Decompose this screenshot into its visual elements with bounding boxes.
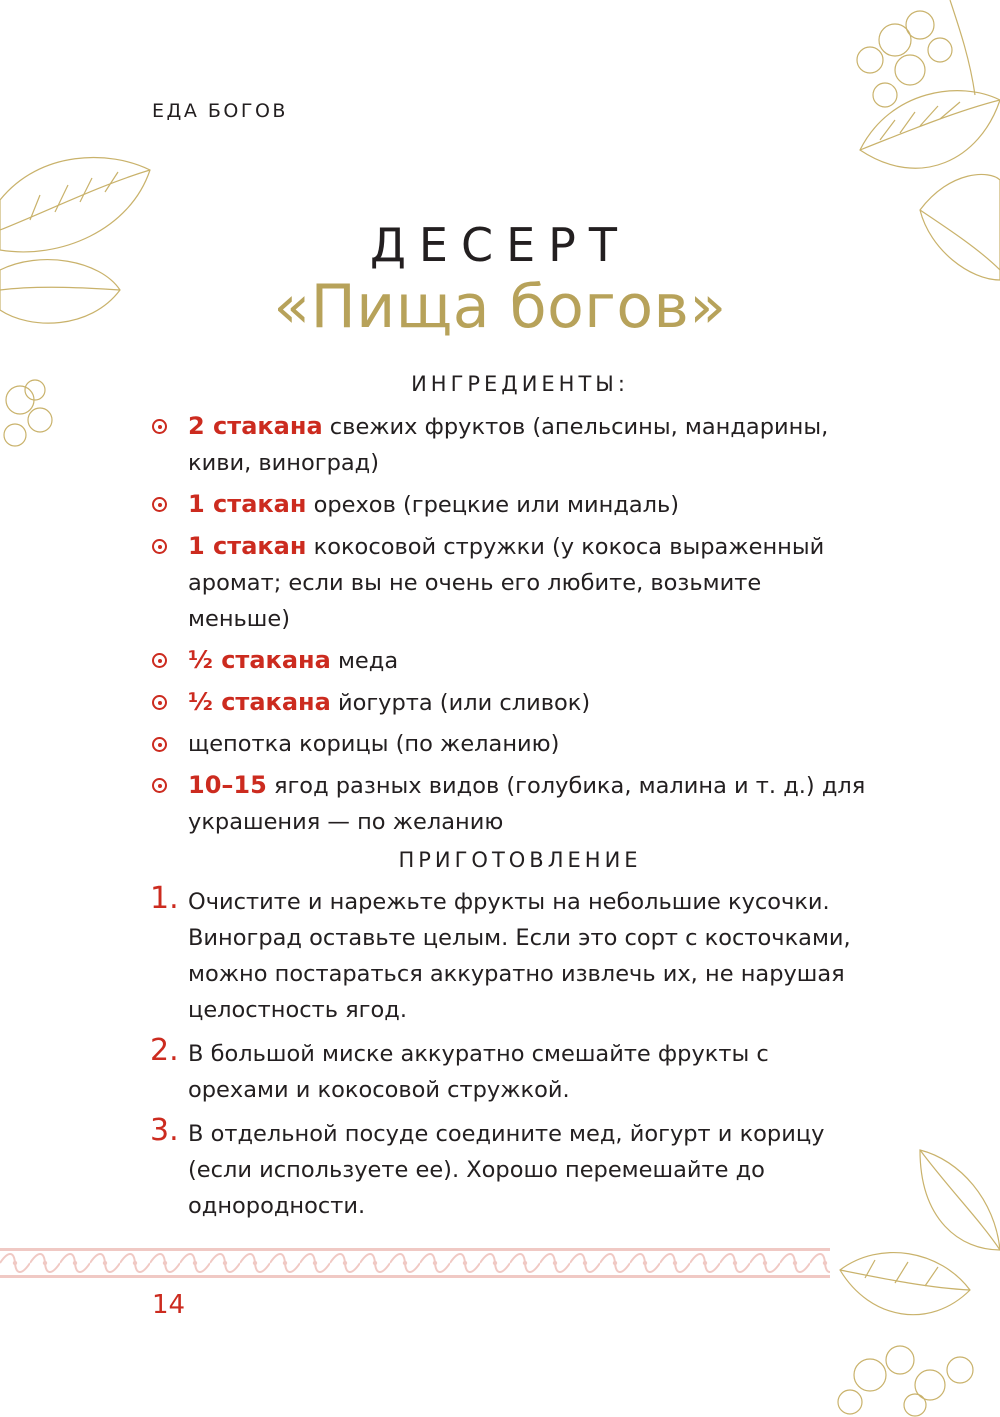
step-item [150,881,870,1028]
ingredient-text: кокосовой стружки (у кокоса выраженный аромат; если вы не очень его любите, возьмите меньше) [188,534,825,632]
ingredient-amount: 2 стакана [188,412,323,440]
step-number: 3. [150,1113,179,1148]
ingredient-text: йогурта (или сливок) [330,690,591,716]
page-number: 14 [152,1290,186,1320]
ingredients-list [150,408,870,845]
ingredient-item [150,684,870,721]
step-text: Очистите и нарежьте фрукты на небольшие кусочки. Виноград оставьте целым. Если это сорт с косточками, можно постараться аккуратно извлечь их, не нарушая целостность ягод. [188,889,851,1023]
ingredient-text: ягод разных видов (голубика, малина и т. д.) для украшения — по желанию [188,773,866,835]
ingredient-amount: 10–15 [188,771,267,799]
step-number: 1. [150,881,179,916]
bullet-icon [152,653,167,668]
step-item [150,1033,870,1108]
preparation-steps [150,881,870,1232]
title-line-1: ДЕСЕРТ [369,218,631,272]
ingredient-amount: 1 стакан [188,532,307,560]
bullet-icon [152,778,167,793]
ingredient-item [150,726,870,762]
title-line-2: «Пища богов» [273,272,727,342]
ingredient-item [150,528,870,637]
bullet-icon [152,419,167,434]
ingredient-text: орехов (грецкие или миндаль) [306,492,680,518]
ingredient-amount: ½ стакана [188,646,331,674]
bullet-icon [152,737,167,752]
ornamental-border [0,1247,830,1279]
ingredient-item [150,486,870,523]
running-head: ЕДА БОГОВ [152,100,288,122]
bullet-icon [152,539,167,554]
step-number: 2. [150,1033,179,1068]
ingredient-item [150,408,870,481]
ingredient-text: меда [330,648,399,674]
ingredient-amount: 1 стакан [188,490,307,518]
bullet-icon [152,695,167,710]
step-item [150,1113,870,1224]
step-text: В большой миске аккуратно смешайте фрукты с орехами и кокосовой стружкой. [188,1041,769,1103]
ingredient-item [150,767,870,840]
bullet-icon [152,497,167,512]
ingredient-text: свежих фруктов (апельсины, мандарины, киви, виноград) [188,414,829,476]
step-text: В отдельной посуде соедините мед, йогурт и корицу (если используете ее). Хорошо перемешайте до однородности. [188,1121,825,1219]
ingredient-item [150,642,870,679]
preparation-heading: ПРИГОТОВЛЕНИЕ [398,848,642,872]
ingredient-text: щепотка корицы (по желанию) [188,731,560,757]
ingredient-amount: ½ стакана [188,688,331,716]
ingredients-heading: ИНГРЕДИЕНТЫ: [411,372,629,396]
